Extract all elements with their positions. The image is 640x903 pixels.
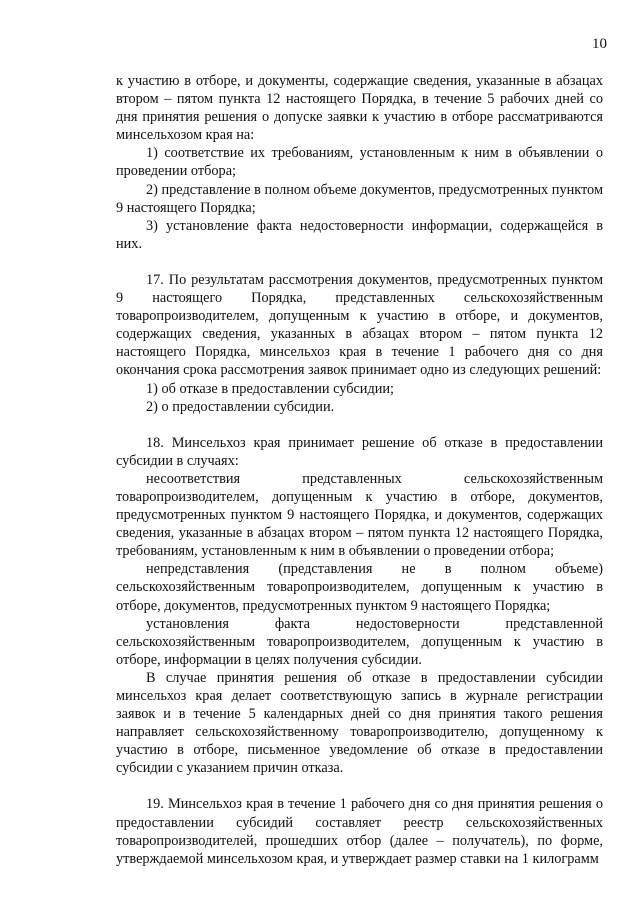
- refusal-case-3: установления факта недостоверности представленной сельскохозяйственным товаропроизводителем, допущенным к участию в отборе, информации в целях получения субсидии.: [116, 615, 603, 668]
- page-number: 10: [592, 36, 607, 52]
- refusal-case-1: несоответствия представленных сельскохозяйственным товаропроизводителем, допущенным к участию в отборе, документов, предусмотренных пунктом 9 настоящего Порядка, и документов, содержащих сведения, указанные в абзацах втором – пятом пункта 12 настоящего Порядка, требованиям, установленным к ним в объявлении о проведении отбора;: [116, 470, 603, 560]
- paragraph-19: 19. Минсельхоз края в течение 1 рабочего дня со дня принятия решения о предоставлении субсидий составляет реестр сельскохозяйственных товаропроизводителей, прошедших отбор (далее – получатель), по форме, утверждаемой минсельхозом края, и утверждает размер ставки на 1 килограмм: [116, 796, 603, 867]
- list-item-2: 2) представление в полном объеме документов, предусмотренных пунктом 9 настоящего Порядка;: [116, 181, 603, 216]
- paragraph-continuation: к участию в отборе, и документы, содержащие сведения, указанные в абзацах втором – пятом пункта 12 настоящего Порядка, в течение 5 рабочих дней со дня принятия решения о допуске заявки к участию в отборе рассматриваются минсельхозом края на:: [116, 73, 603, 144]
- list-item-1: 1) соответствие их требованиям, установленным к ним в объявлении о проведении отбора;: [116, 145, 603, 180]
- refusal-case-2: непредставления (представления не в полном объеме) сельскохозяйственным товаропроизводителем, допущенным к участию в отборе, документов, предусмотренных пунктом 9 настоящего Порядка;: [116, 561, 603, 614]
- paragraph-17: 17. По результатам рассмотрения документов, предусмотренных пунктом 9 настоящего Порядка, представленных сельскохозяйственным товаропроизводителем, допущенным к участию в отборе, и документов, содержащих сведения, указанных в абзацах втором – пятом пункта 12 настоящего Порядка, минсельхоз края в течение 1 рабочего дня со дня окончания срока рассмотрения заявок принимает одно из следующих решений:: [116, 271, 603, 379]
- refusal-notification: В случае принятия решения об отказе в предоставлении субсидии минсельхоз края делает соответствующую запись в журнале регистрации заявок и в течение 5 календарных дней со дня принятия такого решения направляет сельскохозяйственному товаропроизводителю, допущенному к участию в отборе, письменное уведомление об отказе в предоставлении субсидии с указанием причин отказа.: [116, 669, 603, 777]
- decision-option-grant: 2) о предоставлении субсидии.: [146, 398, 335, 415]
- paragraph-18: 18. Минсельхоз края принимает решение об отказе в предоставлении субсидии в случаях:: [116, 434, 603, 469]
- decision-option-refusal: 1) об отказе в предоставлении субсидии;: [146, 380, 395, 397]
- document-body: [116, 72, 603, 868]
- list-item-3: 3) установление факта недостоверности информации, содержащейся в них.: [116, 217, 603, 252]
